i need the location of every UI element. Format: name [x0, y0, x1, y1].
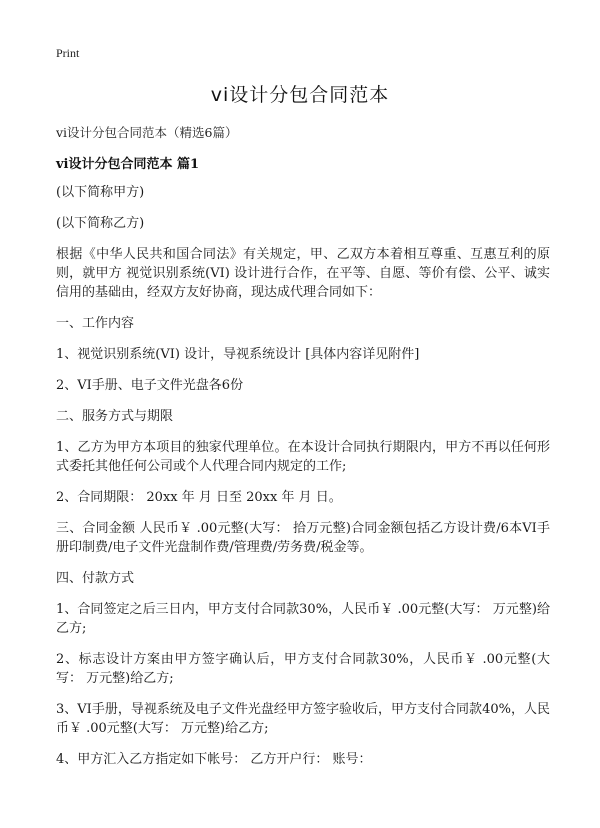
section-heading: vi设计分包合同范本 篇1: [56, 157, 200, 172]
paragraph-party-a: (以下简称甲方): [56, 185, 145, 200]
clause-amount: 三、合同金额 人民币￥ .00元整(大写： 拾万元整)合同金额包括乙方设计费/6本VI手册印制费/电子文件光盘制作费/管理费/劳务费/税金等。: [56, 521, 550, 555]
clause-item: 3、VI手册，导视系统及电子文件光盘经甲方签字验收后，甲方支付合同款40%，人民币￥ .00元整(大写： 万元整)给乙方;: [56, 702, 550, 736]
print-label: Print: [56, 46, 80, 60]
clause-item: 1、合同签定之后三日内，甲方支付合同款30%，人民币￥ .00元整(大写： 万元整)给乙方;: [56, 602, 550, 636]
paragraph-preamble: 根据《中华人民共和国合同法》有关规定，甲、乙双方本着相互尊重、互惠互利的原则，就甲方 视觉识别系统(VI) 设计进行合作，在平等、自愿、等价有偿、公平、诚实信用的基础由，经双方友好协商，现达成代理合同如下：: [56, 247, 550, 300]
clause-item: 2、合同期限： 20xx 年 月 日至 20xx 年 月 日。: [56, 490, 342, 505]
document-subtitle: vi设计分包合同范本（精选6篇）: [56, 125, 238, 140]
document-body: [56, 183, 550, 781]
clause-heading-work-content: 一、工作内容: [56, 316, 135, 331]
clause-item: 4、甲方汇入乙方指定如下帐号： 乙方开户行： 账号：: [56, 752, 372, 767]
clause-heading-service: 二、服务方式与期限: [56, 409, 174, 424]
clause-item: 1、乙方为甲方本项目的独家代理单位。在本设计合同执行期限内，甲方不再以任何形式委托其他任何公司或个人代理合同内规定的工作;: [56, 440, 550, 474]
clause-item: 2、VI手册、电子文件光盘各6份: [56, 378, 244, 393]
paragraph-party-b: (以下简称乙方): [56, 216, 145, 231]
clause-heading-payment: 四、付款方式: [56, 571, 135, 586]
clause-item: 1、视觉识别系统(VI) 设计，导视系统设计 [具体内容详见附件]: [56, 347, 420, 362]
document-title: vi设计分包合同范本: [210, 84, 390, 106]
clause-item: 2、标志设计方案由甲方签字确认后，甲方支付合同款30%，人民币￥ .00元整(大写： 万元整)给乙方;: [56, 652, 550, 686]
